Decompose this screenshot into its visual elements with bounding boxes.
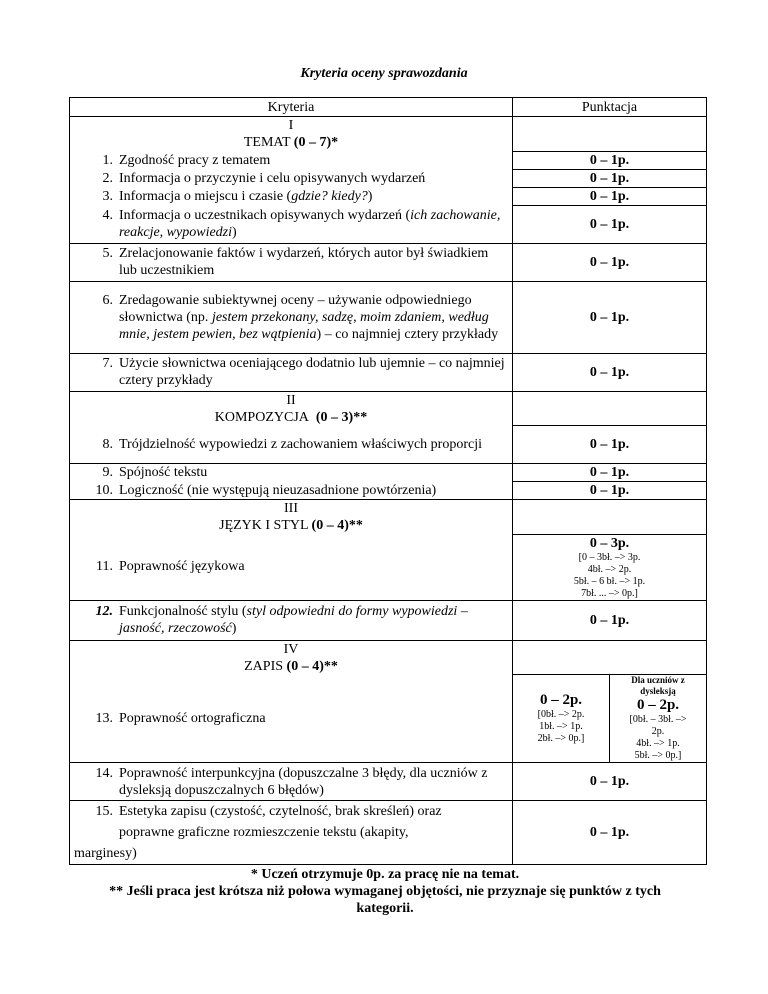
item-score: 0 – 1p. (513, 243, 707, 281)
error-scale: [0 – 3bł. –> 3p. 4bł. –> 2p. 5bł. – 6 bł. –> 1p. 7bł. ... –> 0p.] (573, 551, 646, 599)
item-text: Poprawność ortograficzna (119, 710, 266, 726)
item-text: Funkcjonalność stylu (styl odpowiedni do formy wypowiedzi – jasność, rzeczowość) (119, 604, 468, 636)
section-name: ZAPIS (244, 658, 284, 674)
item-text: Zgodność pracy z tematem (119, 152, 271, 168)
table-row (70, 464, 707, 482)
table-row (70, 763, 707, 801)
item-text: Poprawność językowa (119, 559, 245, 575)
score-split (513, 675, 706, 762)
item-text: Zrelacjonowanie faktów i wydarzeń, których autor był świadkiem lub uczestnikiem (119, 246, 489, 278)
item-text: Poprawność interpunkcyjna (dopuszczalne 3 błędy, dla uczniów z dysleksją dopuszczalnych 6 błędów) (119, 765, 488, 798)
table-row (70, 205, 707, 243)
item-score: 0 – 1p. (513, 426, 707, 464)
item-number: 2. (102, 170, 113, 186)
item-number: 3. (102, 188, 113, 204)
item-text: Zredagowanie subiektywnej oceny – używanie odpowiedniego słownictwa (np. jestem przekonany, sadzę, moim zdaniem, według mnie, jestem pewien, bez wątpienia) – co najmniej cztery przykłady (119, 292, 499, 342)
section-roman: I (288, 118, 294, 133)
section-name: TEMAT (243, 135, 291, 150)
item-number: 14. (95, 765, 113, 781)
item-text: Użycie słownictwa oceniającego dodatnio lub ujemnie – co najmniej cztery przykłady (119, 356, 505, 388)
footer-note-1: * Uczeń otrzymuje 0p. za pracę nie na temat. (250, 867, 520, 882)
item-number: 11. (96, 559, 113, 575)
item-score: 0 – 1p. (513, 482, 707, 500)
table-row (70, 675, 707, 763)
item-score: 0 – 1p. (513, 464, 707, 482)
section-roman: II (286, 392, 296, 408)
item-text: Informacja o miejscu i czasie (gdzie? kiedy?) (119, 188, 373, 204)
item-number: 12. (95, 604, 113, 619)
table-row (70, 187, 707, 205)
table-row (70, 801, 707, 865)
section-row (70, 640, 707, 675)
item-score: 0 – 1p. (513, 151, 707, 169)
item-text: Informacja o uczestnikach opisywanych wydarzeń (ich zachowanie, reakcje, wypowiedzi) (119, 207, 501, 240)
item-number: 7. (102, 356, 113, 371)
header-points: Punktacja (513, 98, 707, 117)
item-score: 0 – 1p. (513, 763, 707, 801)
item-number: 4. (102, 207, 113, 223)
item-score: 0 – 1p. (513, 353, 707, 391)
item-text: Estetyka zapisu (czystość, czytelność, brak skreśleń) oraz poprawne graficzne rozmieszczenie tekstu (akapity, marginesy) (74, 804, 442, 861)
item-number: 10. (95, 482, 113, 498)
section-row (70, 500, 707, 535)
table-row (70, 482, 707, 500)
table-header-row (70, 98, 707, 117)
table-row (70, 151, 707, 169)
item-score: 0 – 1p. (513, 205, 707, 243)
table-row (70, 600, 707, 640)
dyslexia-label: Dla uczniów z dysleksją (631, 675, 685, 696)
item-score: 0 – 1p. (513, 281, 707, 353)
section-range: (0 – 3)** (315, 409, 368, 425)
item-number: 5. (102, 246, 113, 261)
item-text: Informacja o przyczynie i celu opisywanych wydarzeń (119, 170, 426, 186)
section-roman: III (284, 501, 298, 516)
item-score: 0 – 1p. (513, 600, 707, 640)
item-score: 0 – 3p. (589, 535, 630, 551)
header-criteria: Kryteria (70, 98, 513, 117)
item-score: 0 – 2p. (636, 697, 680, 713)
item-score: 0 – 1p. (513, 169, 707, 187)
table-row (70, 281, 707, 353)
section-row (70, 391, 707, 426)
item-text: Trójdzielność wypowiedzi z zachowaniem właściwych proporcji (119, 436, 482, 452)
item-number: 15. (95, 804, 113, 819)
score-standard: 0 – 2p. [0bł. –> 2p. 1bł. –> 1p. 2bł. –> 0p.] (537, 692, 585, 744)
section-range: (0 – 4)** (311, 518, 363, 533)
footer-notes (80, 866, 690, 917)
item-score: 0 – 1p. (513, 801, 707, 865)
item-number: 6. (102, 292, 113, 308)
item-number: 8. (102, 436, 113, 452)
score-dyslexia: Dla uczniów z dysleksją 0 – 2p. [0bł. – 3bł. –> 2p. 4bł. –> 1p. 5bł. –> 0p.] (609, 675, 706, 762)
item-number: 13. (95, 710, 113, 726)
section-name: JĘZYK I STYL (219, 518, 309, 533)
item-score: 0 – 2p. (539, 692, 583, 708)
table-row (70, 353, 707, 391)
footer-note-2: ** Jeśli praca jest krótsza niż połowa wymaganej objętości, nie przyznaje się punktów z tych kategorii. (109, 884, 661, 916)
table-row (70, 169, 707, 187)
table-row (70, 534, 707, 600)
table-row (70, 243, 707, 281)
section-name: KOMPOZYCJA (214, 409, 309, 425)
section-range: (0 – 7)* (293, 135, 339, 150)
item-number: 1. (102, 152, 113, 168)
item-score: 0 – 1p. (513, 187, 707, 205)
item-text: Logiczność (nie występują nieuzasadnione powtórzenia) (119, 482, 437, 498)
item-number: 9. (102, 465, 113, 481)
criteria-table (69, 97, 707, 865)
section-row (70, 117, 707, 152)
item-text: Spójność tekstu (119, 465, 208, 481)
section-roman: IV (283, 641, 299, 657)
page-title: Kryteria oceny sprawozdania (300, 66, 468, 81)
table-row (70, 426, 707, 464)
section-range: (0 – 4)** (286, 658, 338, 674)
